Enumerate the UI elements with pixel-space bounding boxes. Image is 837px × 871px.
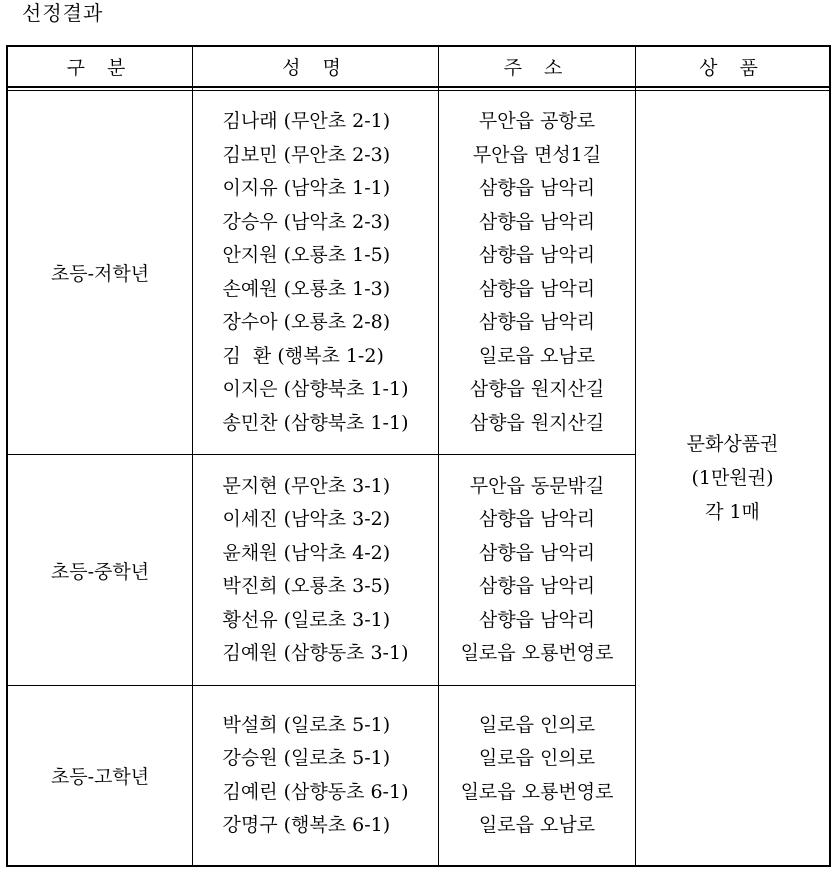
address-list [470, 105, 605, 440]
list-item: 김보민 (무안초 2-3) [222, 143, 391, 166]
list-item: 손예원 (오룡초 1-3) [222, 277, 391, 300]
list-item: 일로읍 오남로 [478, 344, 596, 367]
page-title: 선정결과 [22, 1, 104, 25]
list-item: 삼향읍 남악리 [478, 508, 596, 530]
list-item: 삼향읍 남악리 [478, 541, 596, 564]
addresses-cell [439, 91, 635, 454]
list-item: 삼향읍 남악리 [478, 244, 596, 266]
category-cell: 초등-중학년 [50, 560, 150, 583]
list-item: 안지원 (오룡초 1-5) [222, 244, 391, 266]
addresses-cell [439, 455, 635, 685]
list-item: 장수아 (오룡초 2-8) [222, 311, 391, 333]
table-border-right [829, 45, 831, 867]
list-item: 강명구 (행복초 6-1) [222, 814, 391, 836]
list-item: 김 환 (행복초 1-2) [222, 344, 384, 367]
prize-line: (1만원권) [691, 467, 774, 489]
list-item: 삼향읍 원지산길 [469, 378, 605, 400]
table-border-bottom [6, 865, 831, 867]
list-item: 황선유 (일로초 3-1) [222, 608, 391, 631]
prize-text [687, 427, 779, 529]
header-address: 주 소 [503, 57, 571, 79]
list-item: 일로읍 오남로 [478, 814, 596, 836]
prize-cell [636, 91, 829, 865]
names-cell [193, 686, 438, 865]
prize-line: 문화상품권 [686, 433, 779, 455]
list-item: 박설희 (일로초 5-1) [222, 713, 391, 736]
list-item: 김예린 (삼향동초 6-1) [222, 780, 409, 803]
names-cell [193, 91, 438, 454]
header-prize: 상 품 [699, 57, 766, 79]
category-cell: 초등-저학년 [50, 263, 150, 285]
list-item: 박진희 (오룡초 3-5) [222, 575, 391, 597]
list-item: 삼향읍 남악리 [478, 608, 596, 631]
address-list [461, 470, 614, 671]
header-divider [6, 86, 831, 88]
list-item: 이세진 (남악초 3-2) [222, 508, 391, 530]
name-list [223, 105, 409, 440]
addresses-cell [439, 686, 635, 865]
list-item: 삼향읍 남악리 [478, 177, 596, 199]
list-item: 이지은 (삼향북초 1-1) [222, 378, 409, 400]
list-item: 일로읍 인의로 [478, 747, 596, 769]
header-category: 구 분 [66, 57, 134, 79]
list-item: 삼향읍 원지산길 [469, 411, 605, 434]
prize-line: 각 1매 [705, 501, 760, 523]
list-item: 일로읍 오룡번영로 [460, 642, 614, 664]
list-item: 이지유 (남악초 1-1) [222, 177, 391, 199]
list-item: 삼향읍 남악리 [478, 575, 596, 597]
list-item: 삼향읍 남악리 [478, 277, 596, 300]
category-cell: 초등-고학년 [50, 766, 150, 788]
list-item: 삼향읍 남악리 [478, 210, 596, 233]
list-item: 윤채원 (남악초 4-2) [222, 541, 391, 564]
list-item: 김예원 (삼향동초 3-1) [222, 642, 409, 664]
list-item: 강승원 (일로초 5-1) [222, 747, 391, 769]
list-item: 일로읍 오룡번영로 [460, 780, 614, 803]
list-item: 문지현 (무안초 3-1) [222, 474, 391, 497]
list-item: 김나래 (무안초 2-1) [222, 110, 391, 132]
list-item: 강승우 (남악초 2-3) [222, 210, 391, 233]
list-item: 무안읍 면성1길 [472, 143, 602, 166]
header-name: 성 명 [282, 57, 349, 79]
list-item: 송민찬 (삼향북초 1-1) [222, 411, 409, 434]
address-list [461, 709, 614, 843]
list-item: 무안읍 동문밖길 [469, 474, 605, 497]
list-item: 무안읍 공항로 [478, 110, 596, 132]
names-cell [193, 455, 438, 685]
name-list [223, 470, 409, 671]
list-item: 일로읍 인의로 [478, 713, 596, 736]
list-item: 삼향읍 남악리 [478, 311, 596, 333]
results-table [6, 45, 831, 867]
name-list [223, 709, 409, 843]
